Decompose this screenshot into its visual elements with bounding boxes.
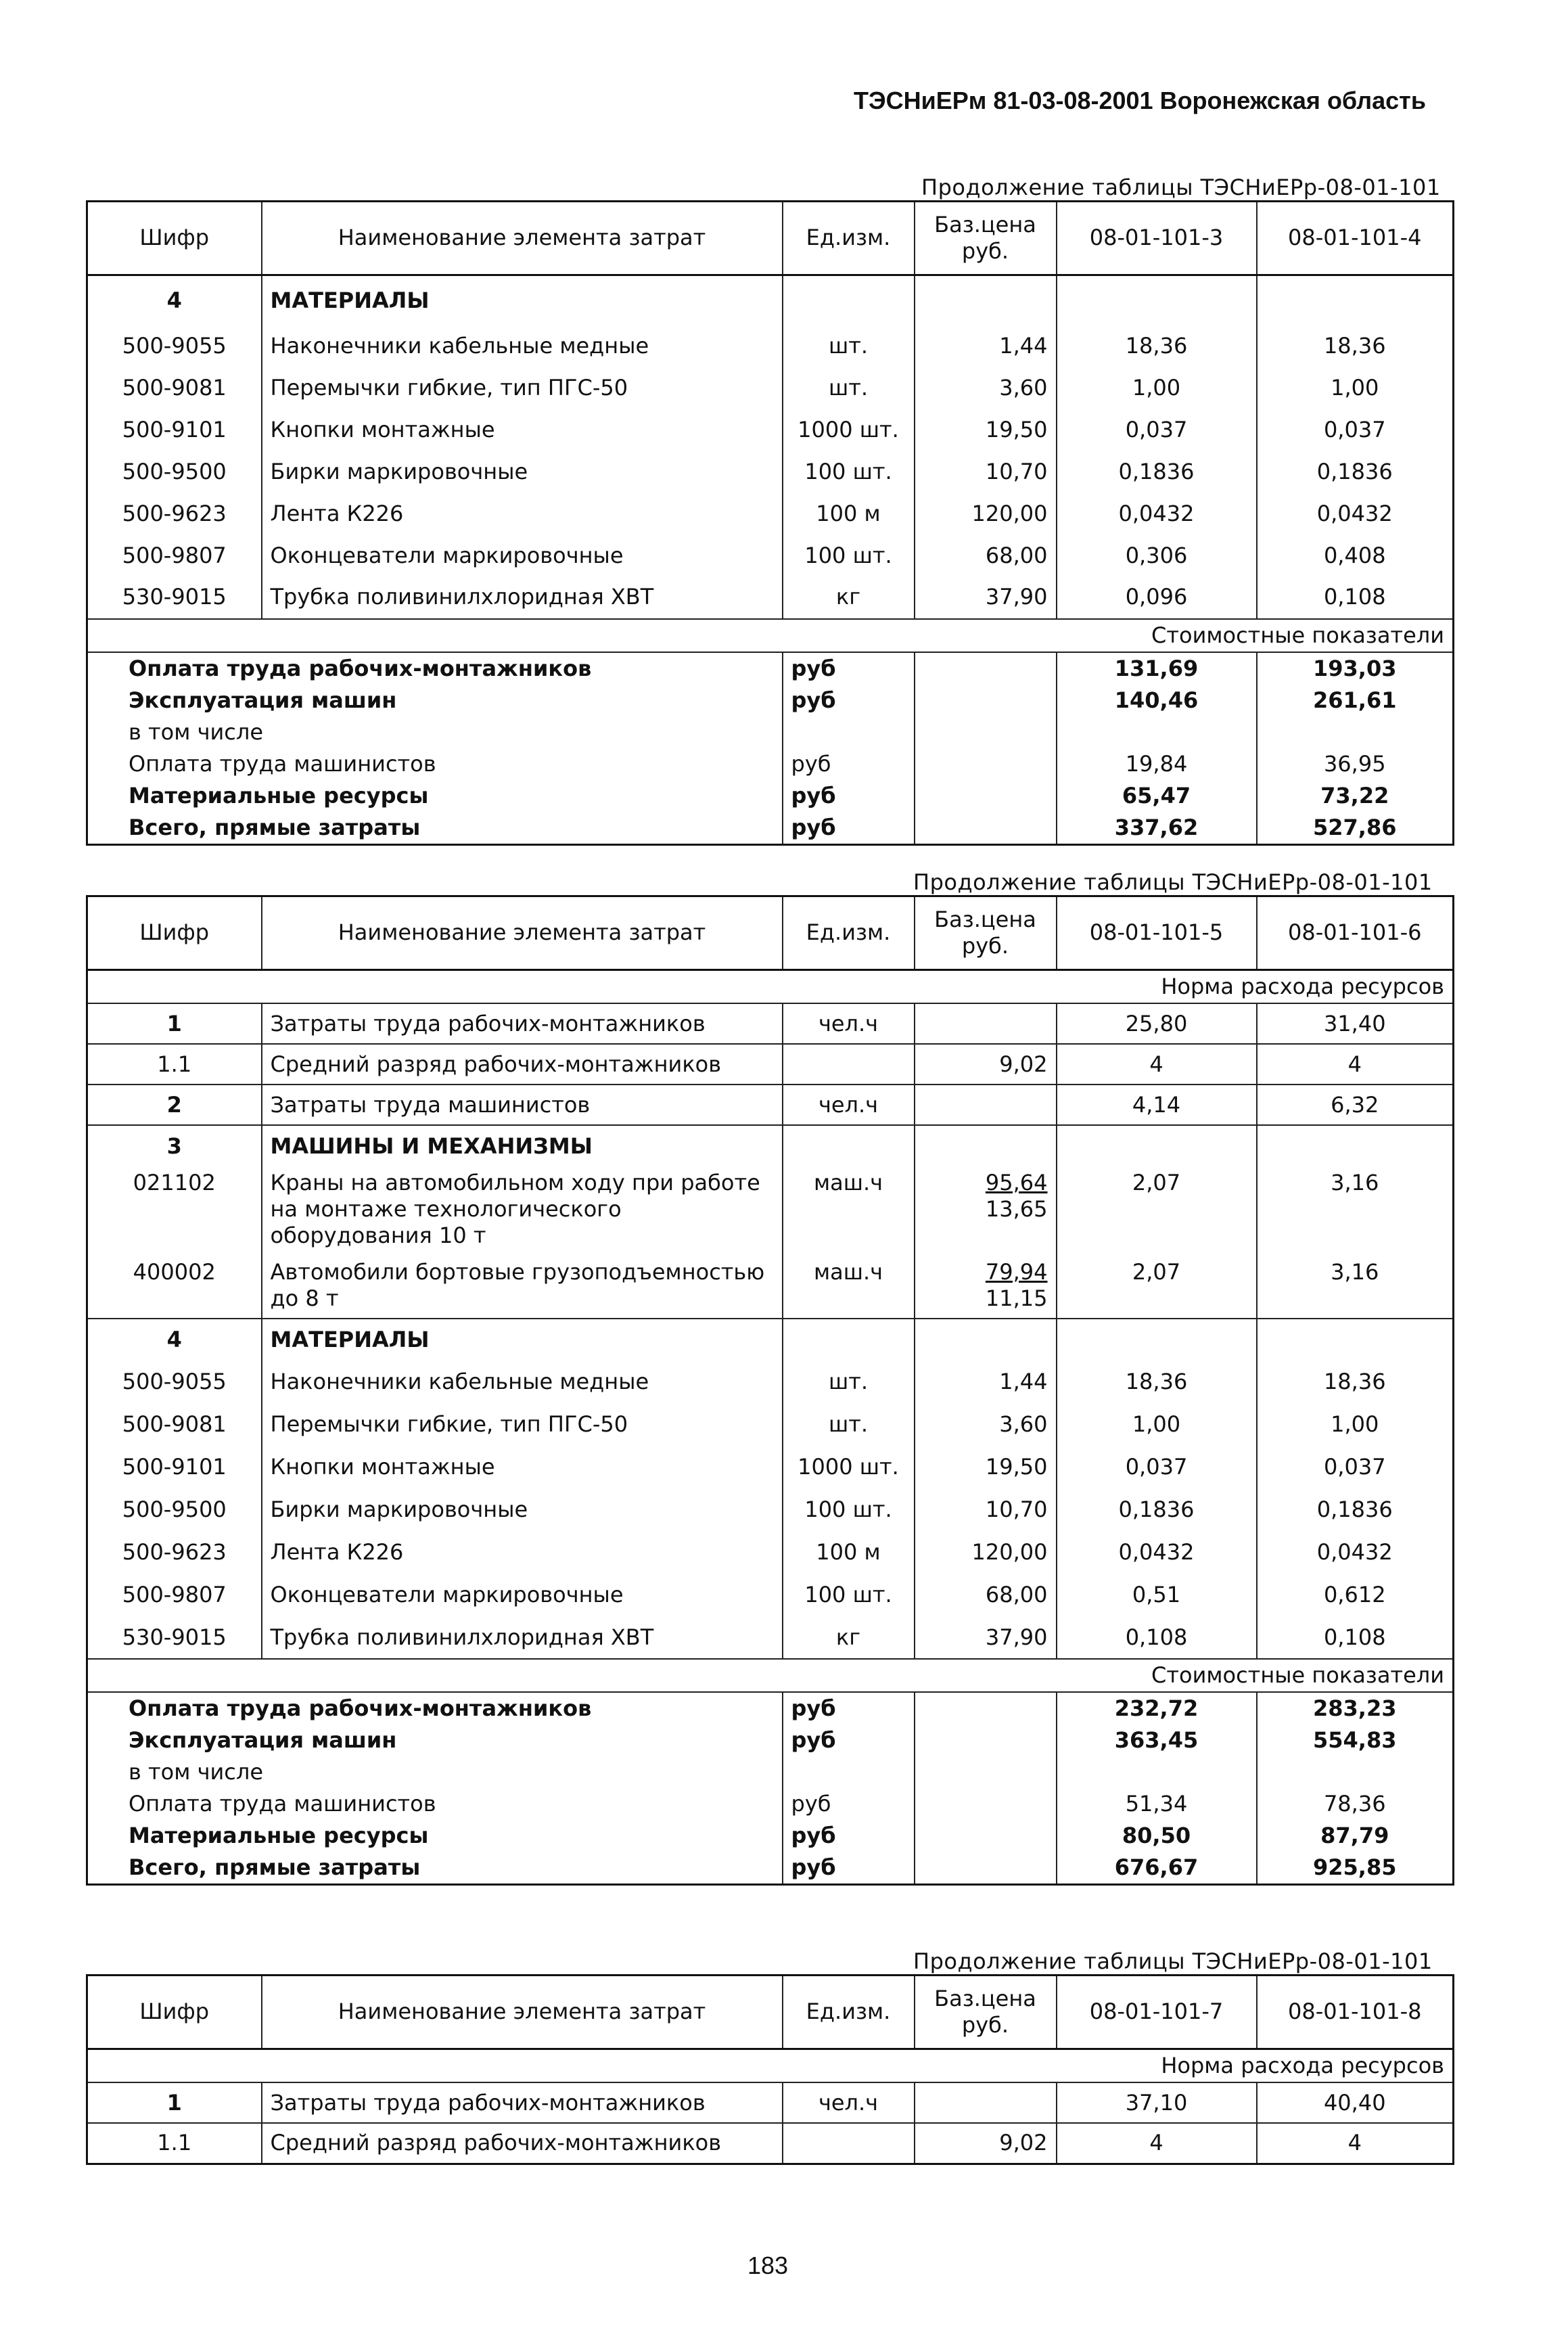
empty-cell bbox=[1257, 1125, 1454, 1167]
cost-value-b: 527,86 bbox=[1257, 812, 1454, 845]
cost-row bbox=[87, 1852, 1454, 1885]
header-name: Наименование элемента затрат bbox=[262, 202, 783, 275]
material-name: Наконечники кабельные медные bbox=[262, 1361, 783, 1403]
material-unit: 100 шт. bbox=[783, 451, 915, 493]
header-unit: Ед.изм. bbox=[783, 202, 915, 275]
norms-table-2 bbox=[86, 895, 1454, 1886]
cost-name: Всего, прямые затраты bbox=[87, 1852, 783, 1885]
labor-value-b: 31,40 bbox=[1257, 1003, 1454, 1044]
labor-value-b: 4 bbox=[1257, 1044, 1454, 1085]
material-price: 120,00 bbox=[915, 1531, 1057, 1574]
cost-row bbox=[87, 1820, 1454, 1852]
material-value-a: 1,00 bbox=[1057, 367, 1257, 409]
labor-name: Средний разряд рабочих-монтажников bbox=[262, 2123, 783, 2164]
material-value-b: 18,36 bbox=[1257, 1361, 1454, 1403]
machine-price-bottom: 11,15 bbox=[985, 1285, 1048, 1312]
material-price: 10,70 bbox=[915, 451, 1057, 493]
material-value-b: 0,108 bbox=[1257, 577, 1454, 619]
cost-empty bbox=[915, 1756, 1057, 1788]
cost-name: Материальные ресурсы bbox=[87, 1820, 783, 1852]
material-price: 19,50 bbox=[915, 1446, 1057, 1488]
material-row bbox=[87, 1531, 1454, 1574]
material-code: 500-9807 bbox=[87, 535, 262, 577]
material-unit: 100 м bbox=[783, 493, 915, 535]
section-number: 3 bbox=[87, 1125, 262, 1167]
continuation-label-3: Продолжение таблицы ТЭСНиЕРр-08-01-101 bbox=[913, 1948, 1433, 1974]
cost-row bbox=[87, 685, 1454, 716]
labor-row bbox=[87, 2123, 1454, 2164]
material-name: Трубка поливинилхлоридная ХВТ bbox=[262, 577, 783, 619]
material-price: 19,50 bbox=[915, 409, 1057, 451]
header-code: Шифр bbox=[87, 896, 262, 970]
cost-value-a bbox=[1057, 716, 1257, 748]
material-code: 500-9101 bbox=[87, 409, 262, 451]
material-price: 1,44 bbox=[915, 1361, 1057, 1403]
material-name: Трубка поливинилхлоридная ХВТ bbox=[262, 1616, 783, 1659]
cost-name: Материальные ресурсы bbox=[87, 780, 783, 812]
cost-value-a: 131,69 bbox=[1057, 652, 1257, 685]
cost-unit: руб bbox=[783, 1852, 915, 1885]
cost-empty bbox=[915, 1820, 1057, 1852]
cost-value-a: 140,46 bbox=[1057, 685, 1257, 716]
cost-row bbox=[87, 1756, 1454, 1788]
cost-value-a: 363,45 bbox=[1057, 1725, 1257, 1756]
cost-unit: руб bbox=[783, 652, 915, 685]
header-unit: Ед.изм. bbox=[783, 896, 915, 970]
cost-unit: руб bbox=[783, 812, 915, 845]
labor-value-b: 40,40 bbox=[1257, 2082, 1454, 2123]
cost-name: Оплата труда рабочих-монтажников bbox=[87, 652, 783, 685]
machine-price-top: 95,64 bbox=[985, 1170, 1048, 1196]
material-code: 500-9055 bbox=[87, 1361, 262, 1403]
header-unit: Ед.изм. bbox=[783, 1976, 915, 2049]
labor-value-a: 4 bbox=[1057, 2123, 1257, 2164]
cost-value-a: 51,34 bbox=[1057, 1788, 1257, 1820]
cost-name: Всего, прямые затраты bbox=[87, 812, 783, 845]
norms-table-3 bbox=[86, 1974, 1454, 2165]
labor-name: Затраты труда рабочих-монтажников bbox=[262, 1003, 783, 1044]
cost-value-b bbox=[1257, 716, 1454, 748]
material-code: 530-9015 bbox=[87, 1616, 262, 1659]
material-price: 3,60 bbox=[915, 367, 1057, 409]
norm-band-label: Норма расхода ресурсов bbox=[87, 970, 1454, 1004]
section-number: 4 bbox=[87, 275, 262, 325]
labor-value-b: 4 bbox=[1257, 2123, 1454, 2164]
page-header: ТЭСНиЕРм 81-03-08-2001 Воронежская область bbox=[854, 87, 1426, 114]
material-name: Перемычки гибкие, тип ПГС-50 bbox=[262, 367, 783, 409]
header-col-a: 08-01-101-3 bbox=[1057, 202, 1257, 275]
material-value-a: 0,51 bbox=[1057, 1574, 1257, 1616]
material-value-a: 0,037 bbox=[1057, 409, 1257, 451]
machine-name: Автомобили бортовые грузоподъемностью до 8 т bbox=[262, 1256, 783, 1319]
material-unit: кг bbox=[783, 577, 915, 619]
material-value-b: 0,1836 bbox=[1257, 451, 1454, 493]
material-value-a: 18,36 bbox=[1057, 1361, 1257, 1403]
cost-row bbox=[87, 716, 1454, 748]
empty-cell bbox=[1057, 1319, 1257, 1361]
labor-price: 9,02 bbox=[915, 1044, 1057, 1085]
cost-name: Оплата труда рабочих-монтажников bbox=[87, 1692, 783, 1725]
labor-row bbox=[87, 2082, 1454, 2123]
material-name: Бирки маркировочные bbox=[262, 1488, 783, 1531]
empty-cell bbox=[915, 1319, 1057, 1361]
material-name: Перемычки гибкие, тип ПГС-50 bbox=[262, 1403, 783, 1446]
section-number: 4 bbox=[87, 1319, 262, 1361]
cost-row bbox=[87, 780, 1454, 812]
material-value-b: 1,00 bbox=[1257, 1403, 1454, 1446]
labor-unit: чел.ч bbox=[783, 1003, 915, 1044]
material-unit: шт. bbox=[783, 1403, 915, 1446]
cost-empty bbox=[915, 1725, 1057, 1756]
material-price: 37,90 bbox=[915, 577, 1057, 619]
machine-price-bottom: 13,65 bbox=[985, 1196, 1048, 1223]
material-value-a: 18,36 bbox=[1057, 325, 1257, 367]
machine-unit: маш.ч bbox=[783, 1167, 915, 1256]
cost-unit: руб bbox=[783, 780, 915, 812]
labor-number: 2 bbox=[87, 1085, 262, 1125]
material-value-a: 0,0432 bbox=[1057, 493, 1257, 535]
machine-price-top: 79,94 bbox=[985, 1259, 1048, 1285]
header-col-b: 08-01-101-4 bbox=[1257, 202, 1454, 275]
cost-name: в том числе bbox=[87, 716, 783, 748]
labor-value-b: 6,32 bbox=[1257, 1085, 1454, 1125]
machine-code: 400002 bbox=[87, 1256, 262, 1319]
material-unit: шт. bbox=[783, 325, 915, 367]
labor-unit bbox=[783, 1044, 915, 1085]
machine-price bbox=[915, 1167, 1057, 1256]
cost-value-b: 36,95 bbox=[1257, 748, 1454, 780]
cost-row bbox=[87, 1725, 1454, 1756]
section-title: МАШИНЫ И МЕХАНИЗМЫ bbox=[262, 1125, 783, 1167]
material-name: Оконцеватели маркировочные bbox=[262, 1574, 783, 1616]
header-col-b: 08-01-101-6 bbox=[1257, 896, 1454, 970]
page-number: 183 bbox=[747, 2252, 789, 2279]
cost-unit bbox=[783, 1756, 915, 1788]
cost-value-a: 676,67 bbox=[1057, 1852, 1257, 1885]
material-name: Оконцеватели маркировочные bbox=[262, 535, 783, 577]
material-value-b: 1,00 bbox=[1257, 367, 1454, 409]
machine-price bbox=[915, 1256, 1057, 1319]
cost-unit: руб bbox=[783, 1788, 915, 1820]
material-row bbox=[87, 409, 1454, 451]
header-base-price: Баз.цена руб. bbox=[915, 896, 1057, 970]
labor-value-a: 4 bbox=[1057, 1044, 1257, 1085]
cost-band bbox=[87, 1659, 1454, 1692]
cost-value-a: 337,62 bbox=[1057, 812, 1257, 845]
empty-cell bbox=[1257, 1319, 1454, 1361]
cost-value-a: 65,47 bbox=[1057, 780, 1257, 812]
material-value-b: 0,037 bbox=[1257, 409, 1454, 451]
cost-value-b bbox=[1257, 1756, 1454, 1788]
material-code: 500-9081 bbox=[87, 1403, 262, 1446]
cost-value-b: 87,79 bbox=[1257, 1820, 1454, 1852]
labor-name: Затраты труда машинистов bbox=[262, 1085, 783, 1125]
continuation-label-1: Продолжение таблицы ТЭСНиЕРр-08-01-101 bbox=[921, 175, 1441, 200]
empty-cell bbox=[1057, 1125, 1257, 1167]
material-row bbox=[87, 325, 1454, 367]
cost-value-b: 925,85 bbox=[1257, 1852, 1454, 1885]
material-value-a: 0,306 bbox=[1057, 535, 1257, 577]
cost-empty bbox=[915, 685, 1057, 716]
section-row bbox=[87, 1125, 1454, 1167]
cost-name: Оплата труда машинистов bbox=[87, 748, 783, 780]
machine-name: Краны на автомобильном ходу при работе на монтаже технологического оборудования 10 т bbox=[262, 1167, 783, 1256]
material-row bbox=[87, 367, 1454, 409]
material-row bbox=[87, 535, 1454, 577]
cost-name: в том числе bbox=[87, 1756, 783, 1788]
cost-unit: руб bbox=[783, 685, 915, 716]
material-value-b: 0,408 bbox=[1257, 535, 1454, 577]
labor-name: Средний разряд рабочих-монтажников bbox=[262, 1044, 783, 1085]
material-name: Бирки маркировочные bbox=[262, 451, 783, 493]
empty-cell bbox=[783, 1125, 915, 1167]
header-base-price: Баз.цена руб. bbox=[915, 1976, 1057, 2049]
material-code: 500-9623 bbox=[87, 1531, 262, 1574]
material-unit: шт. bbox=[783, 1361, 915, 1403]
cost-value-a: 19,84 bbox=[1057, 748, 1257, 780]
material-row bbox=[87, 1446, 1454, 1488]
labor-row bbox=[87, 1044, 1454, 1085]
material-name: Наконечники кабельные медные bbox=[262, 325, 783, 367]
header-col-a: 08-01-101-5 bbox=[1057, 896, 1257, 970]
labor-price bbox=[915, 1085, 1057, 1125]
header-name: Наименование элемента затрат bbox=[262, 896, 783, 970]
machine-value-a: 2,07 bbox=[1057, 1167, 1257, 1256]
cost-row bbox=[87, 748, 1454, 780]
empty-cell bbox=[783, 1319, 915, 1361]
material-price: 3,60 bbox=[915, 1403, 1057, 1446]
cost-value-b: 283,23 bbox=[1257, 1692, 1454, 1725]
cost-empty bbox=[915, 1788, 1057, 1820]
cost-empty bbox=[915, 812, 1057, 845]
cost-empty bbox=[915, 652, 1057, 685]
labor-unit: чел.ч bbox=[783, 2082, 915, 2123]
norm-band bbox=[87, 2049, 1454, 2083]
material-code: 500-9081 bbox=[87, 367, 262, 409]
header-code: Шифр bbox=[87, 1976, 262, 2049]
machine-value-b: 3,16 bbox=[1257, 1167, 1454, 1256]
material-value-b: 0,0432 bbox=[1257, 1531, 1454, 1574]
labor-value-a: 37,10 bbox=[1057, 2082, 1257, 2123]
material-value-a: 0,037 bbox=[1057, 1446, 1257, 1488]
material-code: 500-9500 bbox=[87, 1488, 262, 1531]
material-unit: 1000 шт. bbox=[783, 409, 915, 451]
material-name: Кнопки монтажные bbox=[262, 1446, 783, 1488]
machine-row bbox=[87, 1167, 1454, 1256]
empty-cell bbox=[915, 1125, 1057, 1167]
cost-band bbox=[87, 619, 1454, 652]
norm-band-label: Норма расхода ресурсов bbox=[87, 2049, 1454, 2083]
labor-price: 9,02 bbox=[915, 2123, 1057, 2164]
material-value-a: 0,1836 bbox=[1057, 451, 1257, 493]
material-value-a: 0,1836 bbox=[1057, 1488, 1257, 1531]
material-value-a: 1,00 bbox=[1057, 1403, 1257, 1446]
material-unit: 100 шт. bbox=[783, 1488, 915, 1531]
material-value-b: 0,0432 bbox=[1257, 493, 1454, 535]
material-row bbox=[87, 1574, 1454, 1616]
cost-row bbox=[87, 812, 1454, 845]
material-unit: шт. bbox=[783, 367, 915, 409]
cost-unit: руб bbox=[783, 1692, 915, 1725]
section-row bbox=[87, 1319, 1454, 1361]
cost-row bbox=[87, 652, 1454, 685]
machine-value-a: 2,07 bbox=[1057, 1256, 1257, 1319]
cost-value-b: 261,61 bbox=[1257, 685, 1454, 716]
material-code: 500-9500 bbox=[87, 451, 262, 493]
material-code: 530-9015 bbox=[87, 577, 262, 619]
cost-band-label: Стоимостные показатели bbox=[87, 1659, 1454, 1692]
continuation-label-2: Продолжение таблицы ТЭСНиЕРр-08-01-101 bbox=[913, 869, 1433, 895]
material-value-a: 0,108 bbox=[1057, 1616, 1257, 1659]
cost-unit bbox=[783, 716, 915, 748]
material-price: 1,44 bbox=[915, 325, 1057, 367]
material-value-b: 0,612 bbox=[1257, 1574, 1454, 1616]
labor-number: 1.1 bbox=[87, 2123, 262, 2164]
norms-table-1 bbox=[86, 200, 1454, 846]
machine-value-b: 3,16 bbox=[1257, 1256, 1454, 1319]
cost-value-a bbox=[1057, 1756, 1257, 1788]
cost-unit: руб bbox=[783, 748, 915, 780]
labor-unit bbox=[783, 2123, 915, 2164]
material-value-a: 0,0432 bbox=[1057, 1531, 1257, 1574]
material-row bbox=[87, 1403, 1454, 1446]
material-price: 120,00 bbox=[915, 493, 1057, 535]
material-code: 500-9101 bbox=[87, 1446, 262, 1488]
material-value-b: 18,36 bbox=[1257, 325, 1454, 367]
material-row bbox=[87, 1488, 1454, 1531]
material-unit: 100 шт. bbox=[783, 1574, 915, 1616]
section-title: МАТЕРИАЛЫ bbox=[262, 1319, 783, 1361]
material-value-b: 0,1836 bbox=[1257, 1488, 1454, 1531]
material-row bbox=[87, 1361, 1454, 1403]
cost-unit: руб bbox=[783, 1820, 915, 1852]
material-value-b: 0,108 bbox=[1257, 1616, 1454, 1659]
material-value-a: 0,096 bbox=[1057, 577, 1257, 619]
cost-value-b: 73,22 bbox=[1257, 780, 1454, 812]
labor-name: Затраты труда рабочих-монтажников bbox=[262, 2082, 783, 2123]
labor-row bbox=[87, 1085, 1454, 1125]
material-name: Лента К226 bbox=[262, 493, 783, 535]
cost-empty bbox=[915, 716, 1057, 748]
labor-value-a: 25,80 bbox=[1057, 1003, 1257, 1044]
cost-value-b: 193,03 bbox=[1257, 652, 1454, 685]
material-unit: 100 м bbox=[783, 1531, 915, 1574]
header-col-b: 08-01-101-8 bbox=[1257, 1976, 1454, 2049]
material-code: 500-9623 bbox=[87, 493, 262, 535]
material-value-b: 0,037 bbox=[1257, 1446, 1454, 1488]
labor-unit: чел.ч bbox=[783, 1085, 915, 1125]
cost-row bbox=[87, 1788, 1454, 1820]
cost-empty bbox=[915, 780, 1057, 812]
cost-empty bbox=[915, 1692, 1057, 1725]
machine-row bbox=[87, 1256, 1454, 1319]
cost-value-a: 232,72 bbox=[1057, 1692, 1257, 1725]
header-col-a: 08-01-101-7 bbox=[1057, 1976, 1257, 2049]
section-title: МАТЕРИАЛЫ bbox=[262, 275, 783, 325]
material-unit: 100 шт. bbox=[783, 535, 915, 577]
header-base-price: Баз.цена руб. bbox=[915, 202, 1057, 275]
norm-band bbox=[87, 970, 1454, 1004]
labor-number: 1 bbox=[87, 1003, 262, 1044]
cost-name: Эксплуатация машин bbox=[87, 685, 783, 716]
cost-name: Эксплуатация машин bbox=[87, 1725, 783, 1756]
cost-name: Оплата труда машинистов bbox=[87, 1788, 783, 1820]
material-code: 500-9055 bbox=[87, 325, 262, 367]
header-code: Шифр bbox=[87, 202, 262, 275]
material-name: Кнопки монтажные bbox=[262, 409, 783, 451]
cost-empty bbox=[915, 1852, 1057, 1885]
labor-row bbox=[87, 1003, 1454, 1044]
cost-value-b: 78,36 bbox=[1257, 1788, 1454, 1820]
material-code: 500-9807 bbox=[87, 1574, 262, 1616]
machine-code: 021102 bbox=[87, 1167, 262, 1256]
cost-empty bbox=[915, 748, 1057, 780]
machine-unit: маш.ч bbox=[783, 1256, 915, 1319]
material-row bbox=[87, 451, 1454, 493]
material-unit: кг bbox=[783, 1616, 915, 1659]
material-price: 37,90 bbox=[915, 1616, 1057, 1659]
material-price: 68,00 bbox=[915, 1574, 1057, 1616]
cost-band-label: Стоимостные показатели bbox=[87, 619, 1454, 652]
labor-number: 1.1 bbox=[87, 1044, 262, 1085]
labor-price bbox=[915, 1003, 1057, 1044]
material-price: 68,00 bbox=[915, 535, 1057, 577]
labor-number: 1 bbox=[87, 2082, 262, 2123]
cost-value-a: 80,50 bbox=[1057, 1820, 1257, 1852]
cost-row bbox=[87, 1692, 1454, 1725]
cost-value-b: 554,83 bbox=[1257, 1725, 1454, 1756]
material-unit: 1000 шт. bbox=[783, 1446, 915, 1488]
material-row bbox=[87, 577, 1454, 619]
material-row bbox=[87, 493, 1454, 535]
header-name: Наименование элемента затрат bbox=[262, 1976, 783, 2049]
material-name: Лента К226 bbox=[262, 1531, 783, 1574]
material-row bbox=[87, 1616, 1454, 1659]
labor-price bbox=[915, 2082, 1057, 2123]
material-price: 10,70 bbox=[915, 1488, 1057, 1531]
labor-value-a: 4,14 bbox=[1057, 1085, 1257, 1125]
cost-unit: руб bbox=[783, 1725, 915, 1756]
